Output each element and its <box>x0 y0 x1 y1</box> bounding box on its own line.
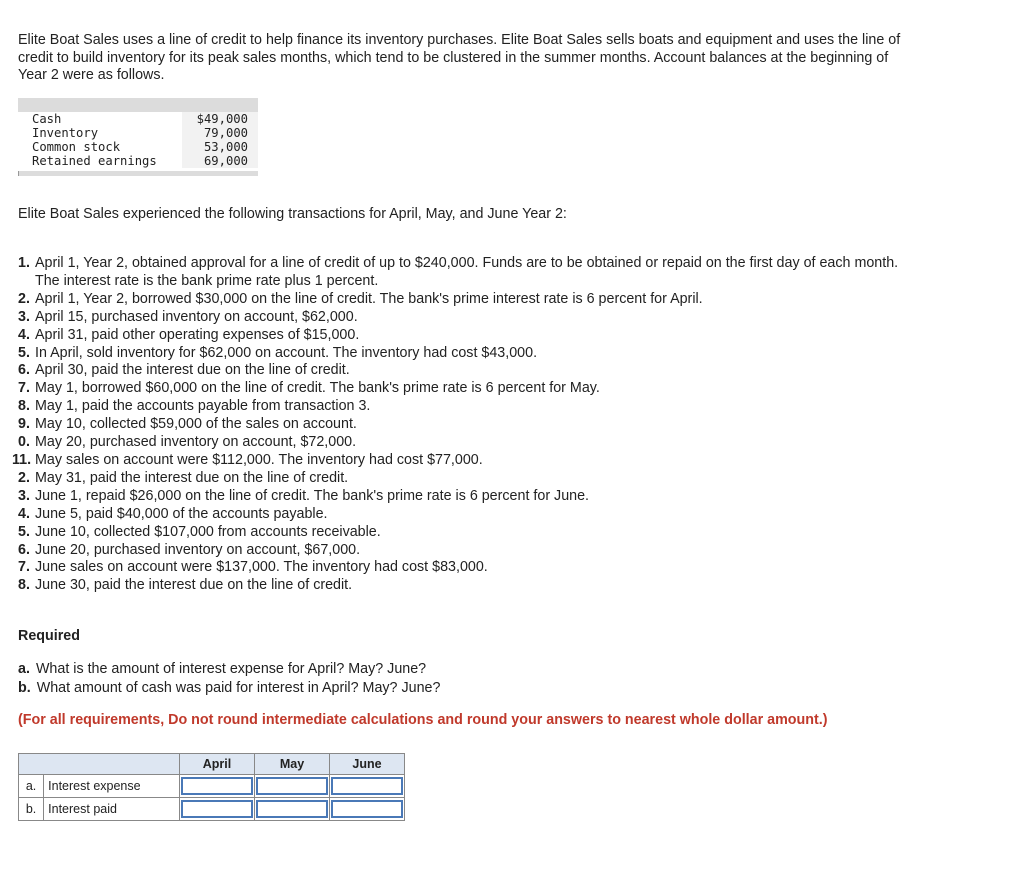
item-number: 1. <box>18 255 30 271</box>
transactions-list <box>12 255 918 595</box>
interest-expense-may-cell <box>255 775 330 798</box>
item-number: 8. <box>18 398 30 415</box>
problem-intro: Elite Boat Sales uses a line of credit to help finance its inventory purchases. Elite Boat Sales sells boats and equipment and uses the line of credit to build inventory for its peak sales months, which tend to be clustered in the summer months. Account balances at the beginning of Year 2 were as follows. <box>18 32 901 83</box>
column-header-june: June <box>330 754 405 775</box>
balance-label: Common stock <box>32 140 121 154</box>
list-item <box>18 524 918 542</box>
interest-expense-april-input[interactable] <box>181 777 253 795</box>
item-number: 2. <box>18 469 30 486</box>
list-item <box>18 506 918 524</box>
item-number: 6. <box>18 362 30 379</box>
item-text: May 1, borrowed $60,000 on the line of credit. The bank's prime rate is 6 percent for May. <box>35 380 600 397</box>
balance-row <box>18 126 258 140</box>
list-item <box>18 679 440 698</box>
item-number: 7. <box>18 559 30 576</box>
item-number: 5. <box>18 523 30 540</box>
item-text: May 20, purchased inventory on account, $72,000. <box>35 434 357 451</box>
list-item <box>18 660 440 679</box>
list-item <box>18 345 918 363</box>
interest-expense-april-cell <box>180 775 255 798</box>
list-item <box>18 577 918 595</box>
balance-row <box>18 154 258 168</box>
balance-label: Cash <box>32 112 62 126</box>
item-number: 6. <box>18 541 30 558</box>
item-number: 2. <box>18 290 30 307</box>
item-number: 5. <box>18 344 30 361</box>
requirement-text: What is the amount of interest expense for April? May? June? <box>35 661 427 677</box>
item-number: 4. <box>18 505 30 522</box>
account-balances <box>18 98 258 176</box>
item-number: 11. <box>12 451 32 468</box>
item-text: June sales on account were $137,000. The inventory had cost $83,000. <box>35 559 488 576</box>
answer-header-row <box>19 754 405 775</box>
column-header-april: April <box>180 754 255 775</box>
interest-expense-may-input[interactable] <box>256 777 328 795</box>
item-number: 3. <box>18 487 30 504</box>
item-text: June 10, collected $107,000 from accounts receivable. <box>35 523 381 540</box>
balances-bottom-bar <box>18 171 258 176</box>
item-text: June 1, repaid $26,000 on the line of credit. The bank's prime rate is 6 percent for June. <box>35 487 590 504</box>
balance-value: 53,000 <box>182 140 258 154</box>
list-item <box>18 398 918 416</box>
item-number: 4. <box>18 326 30 343</box>
row-label: Interest expense <box>44 775 180 798</box>
balances-top-bar <box>18 98 258 112</box>
item-text: In April, sold inventory for $62,000 on account. The inventory had cost $43,000. <box>35 344 538 361</box>
item-text: April 1, Year 2, borrowed $30,000 on the line of credit. The bank's prime interest rate is 6 percent for April. <box>35 290 703 307</box>
interest-expense-june-input[interactable] <box>331 777 403 795</box>
item-text: May sales on account were $112,000. The inventory had cost $77,000. <box>35 451 483 468</box>
table-row <box>19 798 405 821</box>
row-letter: b. <box>19 798 44 821</box>
table-row <box>19 775 405 798</box>
item-number: 0. <box>18 434 30 451</box>
column-header-may: May <box>255 754 330 775</box>
item-text: April 31, paid other operating expenses of $15,000. <box>35 326 360 343</box>
list-item <box>18 416 918 434</box>
item-number: 7. <box>18 380 30 397</box>
item-text: May 31, paid the interest due on the line of credit. <box>35 469 349 486</box>
item-number: 8. <box>18 577 30 594</box>
item-text: May 10, collected $59,000 of the sales on account. <box>35 416 357 433</box>
list-item <box>12 451 918 470</box>
list-item <box>18 291 918 309</box>
balance-value: $49,000 <box>182 112 258 126</box>
transactions-heading: Elite Boat Sales experienced the following transactions for April, May, and June Year 2: <box>18 206 567 222</box>
item-number: 3. <box>18 308 30 325</box>
item-text: May 1, paid the accounts payable from transaction 3. <box>35 398 371 415</box>
rounding-note: (For all requirements, Do not round intermediate calculations and round your answers to nearest whole dollar amount.) <box>18 712 828 728</box>
interest-paid-june-input[interactable] <box>331 800 403 818</box>
requirements-list <box>18 660 440 697</box>
list-item <box>18 380 918 398</box>
item-text: April 15, purchased inventory on account, $62,000. <box>35 308 358 325</box>
item-text: April 30, paid the interest due on the line of credit. <box>35 362 350 379</box>
balances-table <box>18 112 258 168</box>
requirement-letter: a. <box>18 661 30 677</box>
row-label: Interest paid <box>44 798 180 821</box>
item-text: June 30, paid the interest due on the line of credit. <box>35 577 353 594</box>
requirement-text: What amount of cash was paid for interest in April? May? June? <box>36 679 441 696</box>
list-item <box>18 470 918 488</box>
list-item <box>18 255 918 291</box>
balance-row <box>18 112 258 126</box>
balance-value: 79,000 <box>182 126 258 140</box>
list-item <box>18 309 918 327</box>
interest-paid-may-cell <box>255 798 330 821</box>
required-heading: Required <box>18 628 80 644</box>
balance-value: 69,000 <box>182 154 258 168</box>
item-number: 9. <box>18 416 30 433</box>
balance-label: Retained earnings <box>32 154 157 168</box>
list-item <box>18 327 918 345</box>
interest-paid-april-cell <box>180 798 255 821</box>
balance-label: Inventory <box>32 126 99 140</box>
requirement-letter: b. <box>18 679 31 696</box>
list-item <box>18 542 918 560</box>
row-letter: a. <box>19 775 44 798</box>
interest-paid-april-input[interactable] <box>181 800 253 818</box>
answer-header-blank <box>19 754 180 775</box>
list-item <box>18 362 918 380</box>
balance-row <box>18 140 258 154</box>
interest-expense-june-cell <box>330 775 405 798</box>
list-item <box>18 559 918 577</box>
interest-paid-june-cell <box>330 798 405 821</box>
answer-table <box>18 753 405 821</box>
item-text: June 20, purchased inventory on account, $67,000. <box>35 541 361 558</box>
item-text: April 1, Year 2, obtained approval for a line of credit of up to $240,000. Funds are to be obtained or repaid on the first day of each month. The interest rate is the bank prime rate plus 1 percent. <box>35 255 899 289</box>
item-text: June 5, paid $40,000 of the accounts payable. <box>35 505 328 522</box>
list-item <box>18 488 918 506</box>
interest-paid-may-input[interactable] <box>256 800 328 818</box>
list-item <box>18 434 918 452</box>
